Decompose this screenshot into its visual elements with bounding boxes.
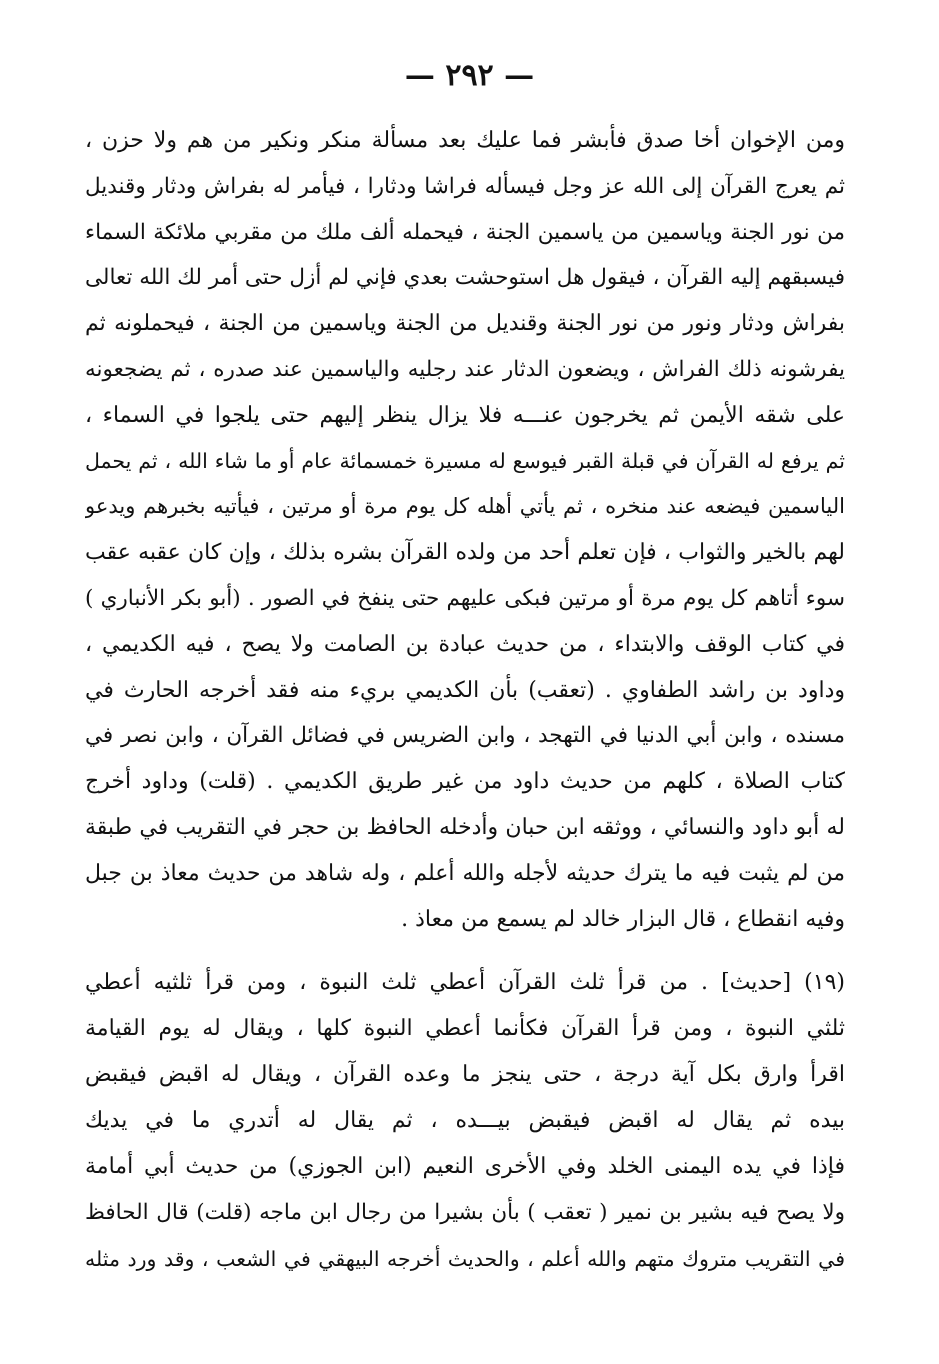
text-block-hadith-19 bbox=[85, 960, 845, 1282]
text-line: من نور الجنة وياسمين من ياسمين الجنة ، فيحمله ألف ملك من مقربي ملائكة السماء bbox=[85, 219, 845, 245]
text-line: بفراش ودثار ونور من نور الجنة وقنديل من الجنة وياسمين من الجنة ، فيحملونه ثم bbox=[85, 311, 845, 337]
text-line: اقرأ وارق بكل آية درجة ، حتى ينجز ما وعده القرآن ، ويقال له اقبض فيقبض bbox=[85, 1062, 845, 1087]
text-line: يفرشونه ذلك الفراش ، ويضعون الدثار عند رجليه والياسمين عند صدره ، ثم يضجعونه bbox=[85, 356, 845, 382]
text-line: لهم بالخير والثواب ، فإن تعلم أحد من ولده القرآن بشره بذلك ، وإن كان عقبه عقب bbox=[85, 540, 845, 566]
text-line: من لم يثبت فيه ما يترك حديثه لأجله والله أعلم ، وله شاهد من حديث معاذ بن جبل bbox=[85, 860, 845, 886]
text-line: فإذا في يده اليمنى الخلد وفي الأخرى النعيم (ابن الجوزي) من حديث أبي أمامة bbox=[85, 1154, 845, 1179]
text-line: على شقه الأيمن ثم يخرجون عنـــه فلا يزال ينظر إليهم حتى يلجوا في السماء ، bbox=[85, 402, 845, 428]
text-line: في التقريب متروك متهم والله أعلم ، والحديث أخرجه البيهقي في الشعب ، وقد ورد مثله bbox=[85, 1247, 845, 1271]
text-line: سوء أتاهم كل يوم مرة أو مرتين فبكى عليهم حتى ينفخ في الصور . (أبو بكر الأنباري ) bbox=[85, 585, 845, 611]
text-line: ثم يرفع له القرآن في قبلة القبر فيوسع له مسيرة خمسمائة عام أو ما شاء الله ، ثم يحمل bbox=[85, 448, 845, 473]
text-line: ولا يصح فيه بشير بن نمير ( تعقب ) بأن بشيرا من رجال ابن ماجه (قلت) قال الحافظ bbox=[85, 1200, 845, 1225]
text-line: ومن الإخوان أخا صدق فأبشر فما عليك بعد مسألة منكر ونكير من هم ولا حزن ، bbox=[85, 128, 845, 153]
text-line: له أبو داود والنسائي ، ووثقه ابن حبان وأدخله الحافظ بن حجر في التقريب في طبقة bbox=[85, 814, 845, 840]
text-line: ثلثي النبوة ، ومن قرأ القرآن فكأنما أعطي النبوة كلها ، ويقال له يوم القيامة bbox=[85, 1016, 845, 1041]
text-line: ثم يعرج القرآن إلى الله عز وجل فيسأله فراشا ودثارا ، فيأمر له بفراش ودثار وقنديل bbox=[85, 173, 845, 199]
text-line: فيسبقهم إليه القرآن ، فيقول هل استوحشت بعدي فإني لم أزل حتى أمر لك الله تعالى bbox=[85, 265, 845, 291]
text-line: وفيه انقطاع ، قال البزار خالد لم يسمع من معاذ . bbox=[401, 906, 845, 932]
text-line: وداود بن راشد الطفاوي . (تعقب) بأن الكديمي بريء منه فقد أخرجه الحارث في bbox=[85, 677, 845, 703]
text-block-main bbox=[85, 118, 845, 942]
text-line: بيده ثم يقال له اقبض فيقبض بيـــده ، ثم يقال له أتدري ما في يديك bbox=[85, 1108, 845, 1133]
page-number: — ٢٩٢ — bbox=[404, 58, 535, 93]
text-line: الياسمين فيضعه عند منخره ، ثم يأتي أهله كل يوم مرة أو مرتين ، فيأتيه بخبرهم ويدعو bbox=[85, 494, 845, 519]
text-line: مسنده ، وابن أبي الدنيا في التهجد ، وابن الضريس في فضائل القرآن ، وابن نصر في bbox=[85, 723, 845, 749]
text-line: (١٩) [حديث] . من قرأ ثلث القرآن أعطي ثلث النبوة ، ومن قرأ ثلثيه أعطي bbox=[85, 970, 845, 995]
text-line: في كتاب الوقف والابتداء ، من حديث عبادة بن الصامت ولا يصح ، فيه الكديمي ، bbox=[85, 631, 845, 657]
text-line: كتاب الصلاة ، كلهم من حديث داود من غير طريق الكديمي . (قلت) وداود أخرج bbox=[85, 769, 845, 795]
